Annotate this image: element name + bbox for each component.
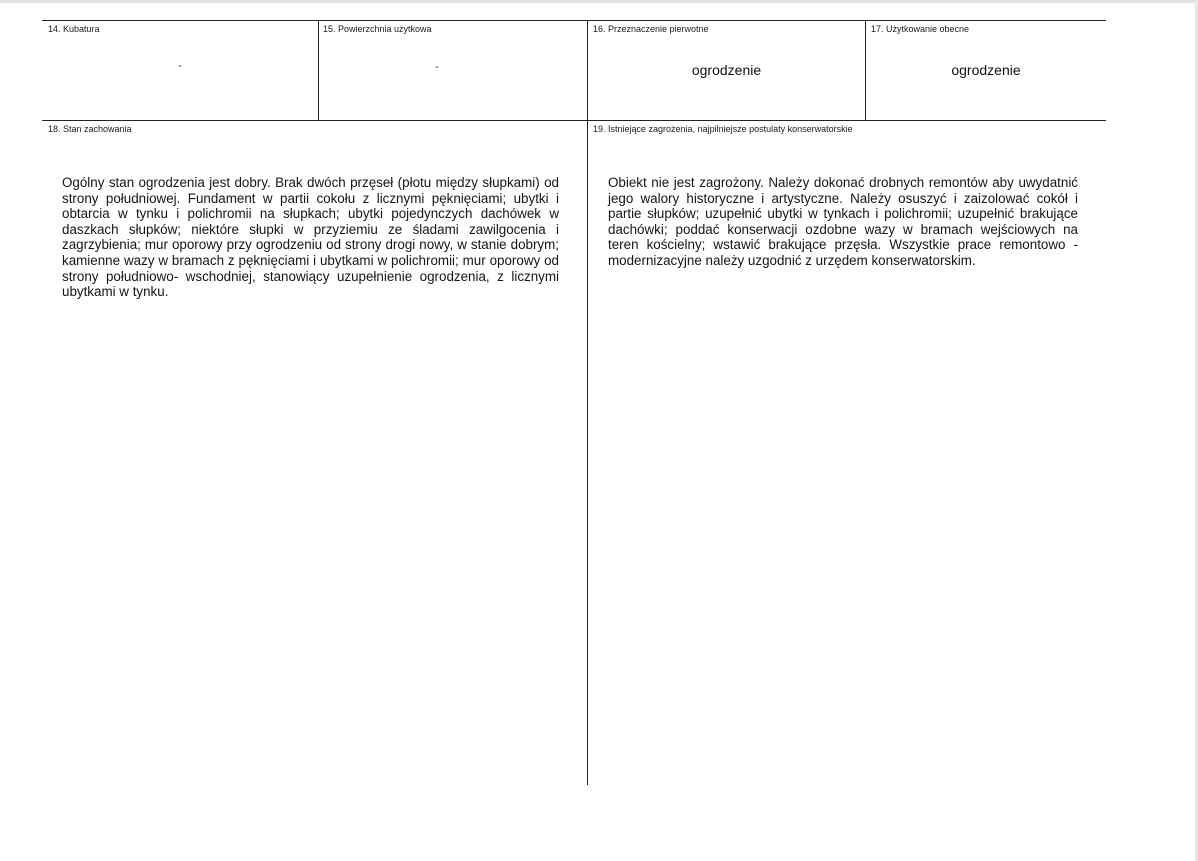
divider-14-15 [318,20,319,121]
field-17-value: ogrodzenie [951,62,1021,78]
field-19-label: 19. Istniejące zagrożenia, najpilniejsze postulaty konserwatorskie [593,124,853,134]
field-18-label: 18. Stan zachowania [48,124,132,134]
middle-row-rule [42,120,1106,121]
field-19-text [608,175,1078,269]
field-15-value: - [435,59,439,73]
conservation-postulates: Obiekt nie jest zagrożony. Należy dokonać drobnych remontów aby uwydatnić jego walory historyczne i artystyczne. Należy osuszyć i zaizolować cokół i partie słupków; uzupełnić ubytki w tynkach i polichromii; uzupełnić brakujące dachówki; poddać konserwacji ozdobne wazy w bramach wejściowych na teren kościelny; wstawić brakujące przęsła. Wszystkie prace remontowo - modernizacyjne należy uzgodnić z urzędem konserwatorskim. [608,175,1078,268]
divider-15-16 [587,20,588,785]
field-14-value: - [178,58,182,72]
field-17-label: 17. Użytkowanie obecne [871,24,970,34]
condition-description: Ogólny stan ogrodzenia jest dobry. Brak dwóch przęseł (płotu między słupkami) od strony południowej. Fundament w partii cokołu z licznymi pęknięciami; ubytki i obtarcia w tynku i polichromii na słupkach; ubytki pojedynczych dachówek w daszkach słupków; niektóre słupki w przyziemiu ze śladami zawilgocenia i zagrzybienia; mur oporowy przy ogrodzeniu od strony drogi nowy, w stanie dobrym; kamienne wazy w bramach z pęknięciami i ubytkami w polichromii; mur oporowy od strony południowo- wschodniej, stanowiący uzupełnienie ogrodzenia, z licznymi ubytkami w tynku. [62,175,559,300]
top-row-rule [42,20,1106,21]
field-15-label: 15. Powierzchnia użytkowa [323,24,432,34]
field-18-text [62,175,559,300]
scan-top-edge [0,0,1198,3]
field-16-label: 16. Przeznaczenie pierwotne [593,24,709,34]
field-14-label: 14. Kubatura [48,24,100,34]
field-16-value: ogrodzenie [691,62,762,78]
